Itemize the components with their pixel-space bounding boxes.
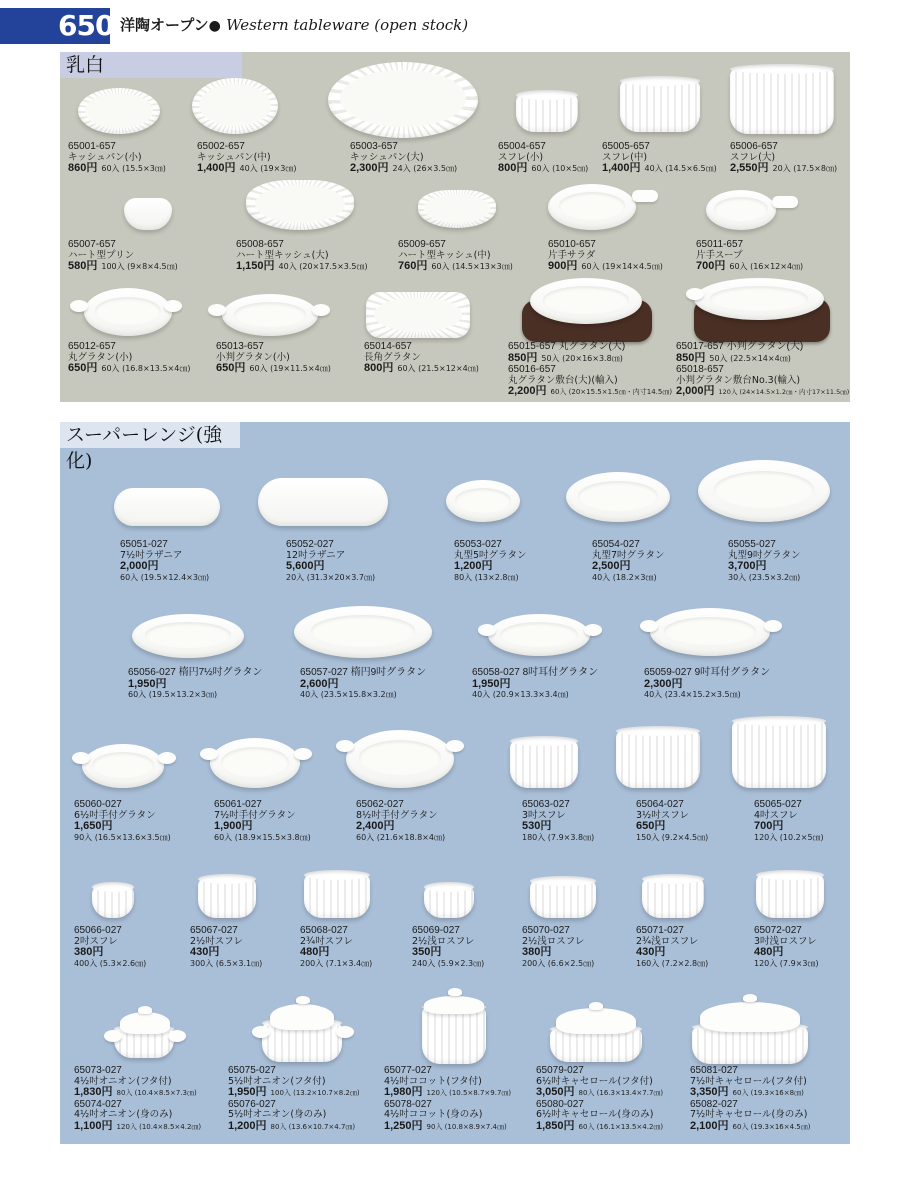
- product-65075-65076: 65075-027 5½吋オニオン(フタ付) 1,950円 100入 (13.2×10.7×8.2㎝) 65076-027 5½吋オニオン(身のみ) 1,200円 80入 (13.6×10.7×4.7㎝): [228, 1065, 360, 1132]
- product-65053: 65053-027 丸型5吋グラタン 1,200円 80入 (13×2.8㎝): [454, 539, 527, 582]
- product-65004: 65004-657 スフレ(小) 800円 60入 (10×5㎝): [498, 141, 589, 174]
- handled-gratin-6-image: [82, 744, 164, 788]
- eared-gratin-9-image: [650, 608, 770, 656]
- product-65017-65018: 65017-657 小判グラタン(大) 850円 50入 (22.5×14×4㎝) 65018-657 小判グラタン敷台No.3(輸入) 2,000円 120入 (24×14.5×1.2㎝・内寸17×11.5㎝): [676, 341, 850, 397]
- souffle-small-image: [516, 94, 578, 132]
- page-header: [0, 0, 900, 46]
- product-65012: 65012-657 丸グラタン(小) 650円 60入 (16.8×13.5×4㎝): [68, 341, 191, 374]
- product-65058: 65058-027 8吋耳付グラタン 1,950円 40入 (20.9×13.3×3.4㎝): [472, 667, 599, 699]
- product-65003: 65003-657 キッシュパン(大) 2,300円 24入 (26×3.5㎝): [350, 141, 458, 174]
- quiche-pan-large-image: [328, 62, 478, 138]
- product-65051: 65051-027 7½吋ラザニア 2,000円 60入 (19.5×12.4×3㎝): [120, 539, 210, 582]
- product-65055: 65055-027 丸型9吋グラタン 3,700円 30入 (23.5×3.2㎝): [728, 539, 801, 582]
- product-65081-65082: 65081-027 7½吋キャセロール(フタ付) 3,350円 60入 (19.3×16×8㎝) 65082-027 7½吋キャセロール(身のみ) 2,100円 60入 (19.3×16×4.5㎝): [690, 1065, 811, 1132]
- quiche-pan-small-image: [78, 88, 160, 134]
- section-milk-white: [60, 52, 850, 402]
- product-65077-65078: 65077-027 4½吋ココット(フタ付) 1,980円 120入 (10.5×8.7×9.7㎝) 65078-027 4½吋ココット(身のみ) 1,250円 90入 (10.8×8.9×7.4㎝): [384, 1065, 512, 1132]
- ear-left-image: [640, 620, 658, 632]
- product-65054: 65054-027 丸型7吋グラタン 2,500円 40入 (18.2×3㎝): [592, 539, 665, 582]
- section-title: スーパーレンジ(強化): [60, 422, 240, 448]
- heart-pudding-image: [124, 198, 172, 230]
- knob-image: [138, 1006, 152, 1014]
- knob-image: [296, 996, 310, 1004]
- ear-right-image: [764, 620, 782, 632]
- oval-gratin-9-image: [294, 606, 432, 658]
- round-gratin-7-image: [566, 472, 670, 522]
- salad-single-handle-image: [548, 184, 636, 230]
- handled-gratin-7-image: [210, 738, 300, 788]
- soup-single-handle-image: [706, 190, 776, 230]
- souffle-2-image: [92, 886, 134, 918]
- product-65061: 65061-027 7½吋手付グラタン 1,900円 60入 (18.9×15.5×3.8㎝): [214, 799, 311, 842]
- shallow-souffle-2-75-image: [642, 878, 704, 918]
- ear-right-image: [158, 752, 176, 764]
- shallow-souffle-2-5a-image: [424, 886, 474, 918]
- lasagna-12-image: [258, 478, 388, 526]
- soup-handle-image: [772, 196, 798, 208]
- heart-quiche-medium-image: [418, 190, 496, 228]
- cocotte-4-5-image: [422, 1006, 486, 1064]
- souffle-2-5-image: [198, 878, 256, 918]
- ear-left-image: [200, 748, 218, 760]
- souffle-medium-image: [620, 80, 700, 132]
- shallow-souffle-2-5b-image: [530, 880, 596, 918]
- product-65010: 65010-657 片手サラダ 900円 60入 (19×14×4.5㎝): [548, 239, 663, 272]
- lasagna-7-image: [114, 488, 220, 526]
- knob-image: [743, 994, 757, 1002]
- onion-5-5-lid-image: [270, 1004, 334, 1030]
- product-65011: 65011-657 片手スープ 700円 60入 (16×12×4㎝): [696, 239, 804, 272]
- ear-left-image: [208, 304, 226, 316]
- knob-image: [589, 1002, 603, 1010]
- souffle-3-5-image: [616, 730, 700, 788]
- ear-right-image: [168, 1030, 186, 1042]
- product-65056: 65056-027 楕円7½吋グラタン 1,950円 60入 (19.5×13.2×3㎝): [128, 667, 263, 699]
- product-65005: 65005-657 スフレ(中) 1,400円 40入 (14.5×6.5㎝): [602, 141, 717, 174]
- product-65009: 65009-657 ハート型キッシュ(中) 760円 60入 (14.5×13×3㎝): [398, 239, 513, 272]
- shallow-souffle-3-image: [756, 874, 824, 918]
- oval-gratin-large-image: [694, 278, 824, 320]
- cocotte-lid-image: [424, 996, 484, 1014]
- heart-quiche-large-image: [246, 180, 354, 230]
- product-65065: 65065-027 4吋スフレ 700円 120入 (10.2×5㎝): [754, 799, 824, 842]
- casserole-6-5-lid-image: [556, 1008, 636, 1034]
- product-65057: 65057-027 楕円9吋グラタン 2,600円 40入 (23.5×15.8×3.2㎝): [300, 667, 427, 699]
- product-65015-65016: 65015-657 丸グラタン(大) 850円 50入 (20×16×3.8㎝) 65016-657 丸グラタン敷台(大)(輸入) 2,200円 60入 (20×15.5×1.5㎝・内寸14.5㎝): [508, 341, 673, 397]
- page-title-jp: 洋陶オープン: [120, 16, 209, 34]
- page-title: [120, 14, 468, 35]
- knob-image: [448, 988, 462, 996]
- product-65068: 65068-027 2¾吋スフレ 480円 200入 (7.1×3.4㎝): [300, 925, 373, 968]
- section-super-range: [60, 422, 850, 1144]
- product-65073-65074: 65073-027 4½吋オニオン(フタ付) 1,830円 80入 (10.4×8.5×7.3㎝) 65074-027 4½吋オニオン(身のみ) 1,100円 120入 (10.4×8.5×4.2㎝): [74, 1065, 202, 1132]
- ear-right-image: [336, 1026, 354, 1038]
- ear-right-image: [584, 624, 602, 636]
- product-65069: 65069-027 2½浅ロスフレ 350円 240入 (5.9×2.3㎝): [412, 925, 485, 968]
- ear-left-image: [686, 288, 704, 300]
- product-65067: 65067-027 2½吋スフレ 430円 300入 (6.5×3.1㎝): [190, 925, 263, 968]
- eared-gratin-8-image: [488, 614, 590, 656]
- ear-left-image: [104, 1030, 122, 1042]
- ear-left-image: [252, 1026, 270, 1038]
- product-65008: 65008-657 ハート型キッシュ(大) 1,150円 40入 (20×17.5×3.5㎝): [236, 239, 368, 272]
- oval-gratin-small-image: [222, 294, 318, 336]
- souffle-large-image: [730, 68, 834, 134]
- page-title-en: Western tableware (open stock): [226, 16, 469, 34]
- product-65062: 65062-027 8½吋手付グラタン 2,400円 60入 (21.6×18.8×4㎝): [356, 799, 446, 842]
- product-65066: 65066-027 2吋スフレ 380円 400入 (5.3×2.6㎝): [74, 925, 147, 968]
- ear-right-image: [312, 304, 330, 316]
- page-number: 650: [0, 8, 110, 44]
- oval-gratin-7-image: [132, 614, 244, 658]
- product-65064: 65064-027 3½吋スフレ 650円 150入 (9.2×4.5㎝): [636, 799, 709, 842]
- ear-right-image: [446, 740, 464, 752]
- product-65063: 65063-027 3吋スフレ 530円 180入 (7.9×3.8㎝): [522, 799, 595, 842]
- ear-left-image: [478, 624, 496, 636]
- ear-right-image: [294, 748, 312, 760]
- souffle-2-75-image: [304, 874, 370, 918]
- section-title: 乳白: [60, 52, 242, 78]
- product-65013: 65013-657 小判グラタン(小) 650円 60入 (19×11.5×4㎝): [216, 341, 331, 374]
- round-gratin-9-image: [698, 460, 830, 522]
- product-65072: 65072-027 3吋浅ロスフレ 480円 120入 (7.9×3㎝): [754, 925, 819, 968]
- product-65014: 65014-657 長角グラタン 800円 60入 (21.5×12×4㎝): [364, 341, 479, 374]
- product-65052: 65052-027 12吋ラザニア 5,600円 20入 (31.3×20×3.7㎝): [286, 539, 376, 582]
- product-65059: 65059-027 9吋耳付グラタン 2,300円 40入 (23.4×15.2×3.5㎝): [644, 667, 771, 699]
- product-65002: 65002-657 キッシュパン(中) 1,400円 40入 (19×3㎝): [197, 141, 297, 174]
- product-65001: 65001-657 キッシュパン(小) 860円 60入 (15.5×3㎝): [68, 141, 166, 174]
- product-65007: 65007-657 ハート型プリン 580円 100入 (9×8×4.5㎝): [68, 239, 178, 272]
- product-65079-65080: 65079-027 6½吋キャセロール(フタ付) 3,050円 80入 (16.3×13.4×7.7㎝) 65080-027 6½吋キャセロール(身のみ) 1,850円 60入 (16.1×13.5×4.2㎝): [536, 1065, 664, 1132]
- quiche-pan-medium-image: [192, 78, 278, 134]
- ear-left-image: [70, 300, 88, 312]
- casserole-7-5-lid-image: [700, 1002, 800, 1032]
- bullet-icon: ●: [208, 18, 221, 34]
- product-65070: 65070-027 2½浅ロスフレ 380円 200入 (6.6×2.5㎝): [522, 925, 595, 968]
- round-gratin-large-image: [530, 278, 642, 324]
- rect-gratin-image: [366, 292, 470, 338]
- souffle-3-image: [510, 740, 578, 788]
- round-gratin-small-image: [84, 288, 172, 336]
- onion-4-5-lid-image: [120, 1012, 170, 1034]
- product-65006: 65006-657 スフレ(大) 2,550円 20入 (17.5×8㎝): [730, 141, 838, 174]
- souffle-4-image: [732, 720, 826, 788]
- product-65060: 65060-027 6½吋手付グラタン 1,650円 90入 (16.5×13.6×3.5㎝): [74, 799, 171, 842]
- handled-gratin-8-image: [346, 730, 454, 788]
- round-gratin-5-image: [446, 480, 520, 522]
- ear-left-image: [336, 740, 354, 752]
- ear-right-image: [164, 300, 182, 312]
- salad-handle-image: [632, 190, 658, 202]
- product-65071: 65071-027 2¾浅ロスフレ 430円 160入 (7.2×2.8㎝): [636, 925, 709, 968]
- ear-left-image: [72, 752, 90, 764]
